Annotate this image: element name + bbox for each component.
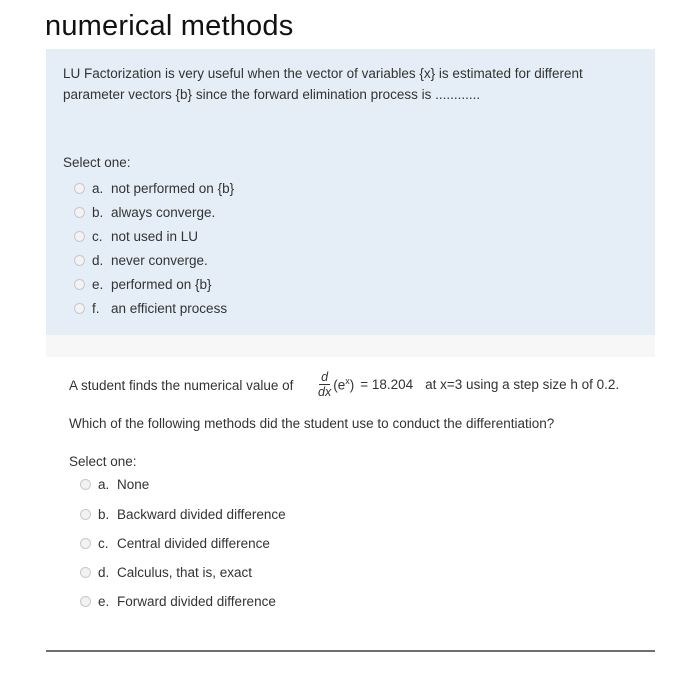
- q2-option-c[interactable]: [80, 532, 270, 554]
- option-letter: c.: [98, 535, 109, 551]
- question-2-intro: A student finds the numerical value of: [69, 378, 294, 393]
- radio-icon[interactable]: [74, 279, 85, 290]
- q1-option-b[interactable]: [74, 201, 215, 223]
- option-text: never converge.: [111, 252, 208, 268]
- option-letter: b.: [98, 506, 110, 522]
- derivative-condition: at x=3 using a step size h of 0.2.: [425, 377, 620, 392]
- question-separator: [46, 335, 655, 357]
- q1-option-e[interactable]: [74, 273, 212, 295]
- radio-icon[interactable]: [74, 231, 85, 242]
- option-text: Forward divided difference: [117, 593, 276, 609]
- q1-option-a[interactable]: [74, 177, 234, 199]
- q2-option-e[interactable]: [80, 590, 276, 612]
- option-letter: b.: [92, 204, 104, 220]
- option-text: always converge.: [111, 204, 216, 220]
- radio-icon[interactable]: [80, 538, 91, 549]
- option-text: Calculus, that is, exact: [117, 564, 253, 580]
- bottom-divider: [46, 650, 655, 652]
- radio-icon[interactable]: [80, 567, 91, 578]
- q1-option-c[interactable]: [74, 225, 198, 247]
- radio-icon[interactable]: [80, 509, 91, 520]
- page-title: numerical methods: [45, 10, 294, 42]
- question-1-text: LU Factorization is very useful when the vector of variables {x} is estimated for different parameter vectors {b} since the forward elimination process is ............: [63, 66, 583, 102]
- option-text: not performed on {b}: [111, 180, 235, 196]
- derivative-denominator: dx: [318, 385, 332, 399]
- expression-close: ): [349, 377, 355, 393]
- derivative-value: = 18.204: [360, 377, 414, 392]
- derivative-numerator: d: [321, 370, 329, 384]
- question-1-panel: [46, 49, 655, 335]
- option-text: performed on {b}: [111, 276, 212, 292]
- option-letter: d.: [92, 252, 104, 268]
- q2-option-a[interactable]: [80, 473, 149, 495]
- question-2-text: Which of the following methods did the student use to conduct the differentiation?: [69, 416, 555, 431]
- option-letter: e.: [98, 593, 110, 609]
- radio-icon[interactable]: [74, 255, 85, 266]
- option-text: an efficient process: [111, 300, 228, 316]
- derivative-formula: [318, 371, 619, 398]
- radio-icon[interactable]: [74, 183, 85, 194]
- option-text: Backward divided difference: [117, 506, 286, 522]
- option-text: Central divided difference: [117, 535, 270, 551]
- question-1-select-label: Select one:: [63, 155, 131, 170]
- option-letter: c.: [92, 228, 103, 244]
- option-text: None: [117, 476, 150, 492]
- q1-option-f[interactable]: [74, 297, 227, 319]
- question-2-panel: [46, 357, 655, 650]
- q2-option-d[interactable]: [80, 561, 252, 583]
- option-text: not used in LU: [111, 228, 199, 244]
- expression-base: (e: [333, 377, 346, 393]
- q1-option-d[interactable]: [74, 249, 208, 271]
- radio-icon[interactable]: [80, 596, 91, 607]
- question-2-select-label: Select one:: [69, 454, 137, 469]
- option-letter: f.: [92, 300, 100, 316]
- radio-icon[interactable]: [74, 207, 85, 218]
- derivative-expression: [333, 376, 354, 393]
- option-letter: e.: [92, 276, 104, 292]
- q2-option-b[interactable]: [80, 503, 286, 525]
- radio-icon[interactable]: [80, 479, 91, 490]
- option-letter: a.: [98, 476, 110, 492]
- option-letter: a.: [92, 180, 104, 196]
- radio-icon[interactable]: [74, 303, 85, 314]
- derivative-fraction: [318, 371, 331, 398]
- expression-exponent: x: [345, 376, 350, 387]
- option-letter: d.: [98, 564, 110, 580]
